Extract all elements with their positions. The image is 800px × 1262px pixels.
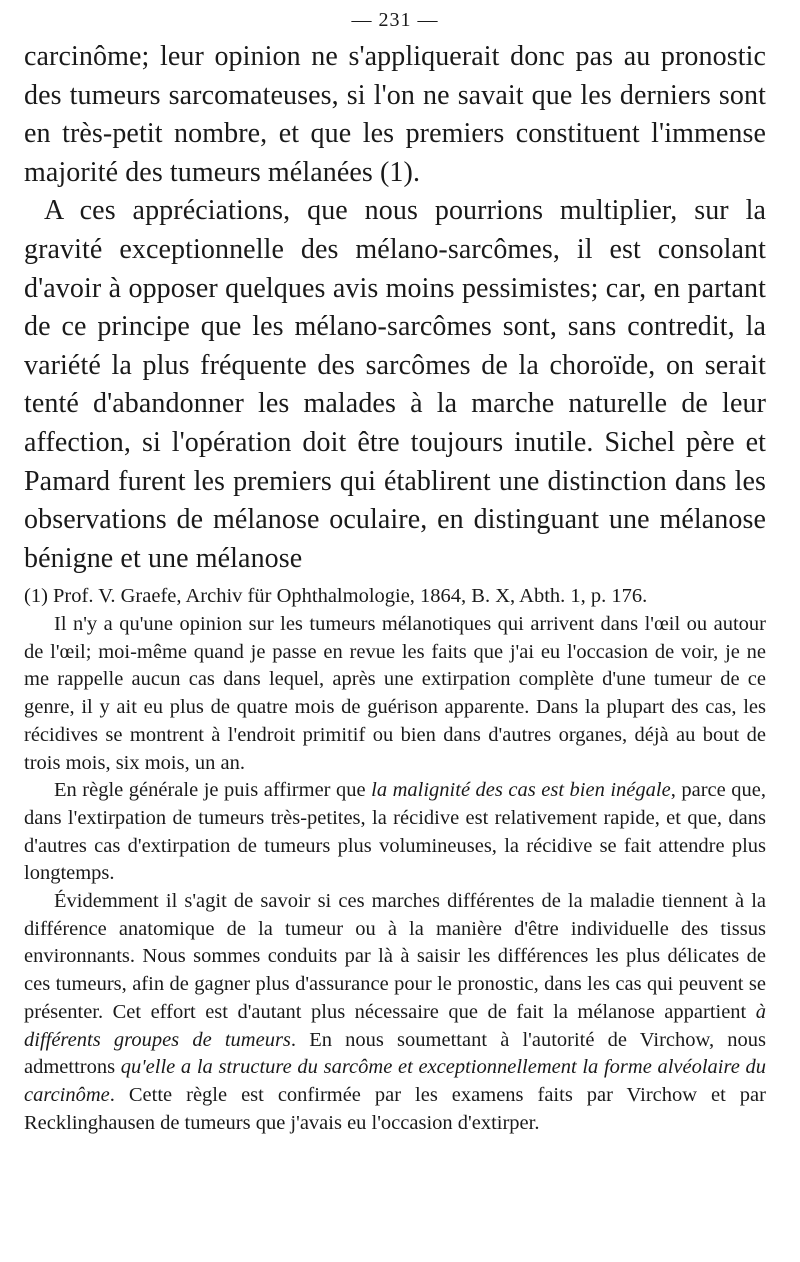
footnote-block — [24, 583, 766, 1137]
fn3-italic-groupes: à différents groupes de tumeurs — [24, 1000, 766, 1051]
main-paragraph-2: A ces appréciations, que nous pourrions multiplier, sur la gravité exceptionnelle des mélano-sarcômes, il est consolant d'avoir à opposer quelques avis moins pessimistes; car, en partant de ce principe que les mélano-sarcômes sont, sans contredit, la variété la plus fréquente des sarcômes de la choroïde, on serait tenté d'abandonner les malades à la marche naturelle de leur affection, si l'opération doit être toujours inutile. Sichel père et Pamard furent les premiers qui établirent une distinction dans les observations de mélanose oculaire, en distinguant une mélanose bénigne et une mélanose — [24, 195, 766, 574]
main-paragraph-1: carcinôme; leur opinion ne s'appliquerait donc pas au pronostic des tumeurs sarcomateuses, si l'on ne savait que les derniers sont en très-petit nombre, et que les premiers constituent l'immense majorité des tumeurs mélanées (1). — [24, 41, 766, 188]
fn3-text-e: . Cette règle est confirmée par les examens faits par Virchow et par Recklinghausen de tumeurs que j'avais eu l'occasion d'extirper. — [24, 1083, 766, 1134]
page-number: — 231 — — [351, 9, 439, 31]
footnote-paragraph-1: Il n'y a qu'une opinion sur les tumeurs mélanotiques qui arrivent dans l'œil ou autour de l'œil; moi-même quand je passe en revue les faits que j'ai eu l'occasion de voir, je ne me rappelle aucun cas dans lequel, après une extirpation complète d'une tumeur de ce genre, il y ait eu plus de quatre mois de guérison apparente. Dans la plupart des cas, les récidives se montrent à l'endroit primitif ou bien dans d'autres organes, déjà au bout de trois mois, six mois, un an. — [24, 613, 766, 774]
fn2-italic-malignite: la malignité des cas est bien inégale — [371, 779, 671, 802]
fn2-text-c: , parce que, dans l'extirpation de tumeurs très-petites, la récidive est relativement rapide, et que, dans d'autres cas d'extirpation de tumeurs plus volumineuses, la récidive se fait attendre plus longtemps. — [24, 779, 766, 885]
fn3-text-c: . En nous soumettant à l'autorité de Virchow, nous admettrons — [24, 1028, 766, 1079]
footnote-reference: (1) Prof. V. Graefe, Archiv für Ophthalmologie, 1864, B. X, Abth. 1, p. 176. — [24, 585, 648, 608]
fn2-text-a: En règle générale je puis affirmer que — [54, 779, 372, 802]
fn3-text-a: Évidemment il s'agit de savoir si ces marches différentes de la maladie tiennent à la différence anatomique de la tumeur ou à la manière d'être individuelle des tissus environnants. Nous sommes conduits par là à saisir les différences les plus délicates de ces tumeurs, afin de gagner plus d'assurance pour le pronostic, dans les cas qui peuvent se présenter. Cet effort est d'autant plus nécessaire que de fait la mélanose appartient — [24, 890, 766, 1023]
fn3-italic-structure: qu'elle a la structure du sarcôme et exceptionnellement la forme alvéolaire du carcinôme — [24, 1056, 766, 1106]
footnote-paragraph-2 — [24, 777, 766, 888]
main-text — [24, 38, 766, 578]
footnote-paragraph-3 — [24, 888, 766, 1137]
